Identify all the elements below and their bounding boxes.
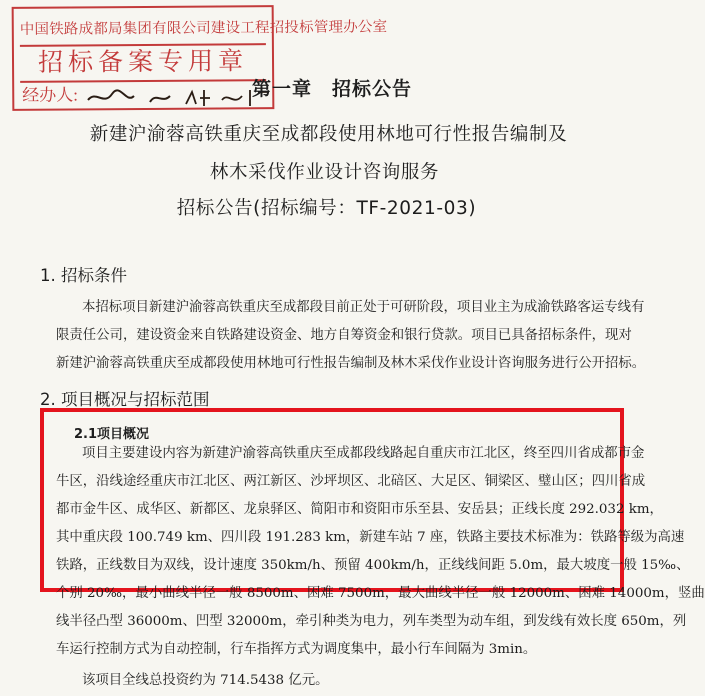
paragraph-line: 项目主要建设内容为新建沪渝蓉高铁重庆至成都段线路起自重庆市江北区，终至四川省成都市金 [82, 446, 645, 461]
investment-total-line: 该项目全线总投资约为 714.5438 亿元。 [82, 673, 329, 688]
section-heading-2: 2. 项目概况与招标范围 [40, 390, 210, 409]
chapter-title: 第一章 招标公告 [252, 78, 413, 100]
subsection-heading: 2.1项目概况 [74, 427, 150, 442]
paragraph-line: 新建沪渝蓉高铁重庆至成都段使用林地可行性报告编制及林木采伐作业设计咨询服务进行公开招标。 [56, 356, 646, 371]
handwritten-signature [82, 86, 272, 110]
notice-title-line2: 林木采伐作业设计咨询服务 [209, 162, 440, 183]
section2-paragraph [56, 440, 705, 664]
paragraph-line: 牛区，沿线途经重庆市江北区、两江新区、沙坪坝区、北碚区、大足区、铜梁区、璧山区；四川省成 [56, 474, 646, 489]
paragraph-line: 线半径凸型 36000m、凹型 32000m，牵引种类为电力，列车类型为动车组，到发线有效长度 650m，列 [56, 614, 687, 629]
paragraph-line: 铁路，正线数目为双线，设计速度 350km/h、预留 400km/h，正线线间距 5.0m，最大坡度一般 15‰、 [56, 558, 690, 573]
stamp-organization: 中国铁路成都局集团有限公司建设工程招投标管理办公室 [20, 13, 266, 47]
paragraph-line: 本招标项目新建沪渝蓉高铁重庆至成都段目前正处于可研阶段，项目业主为成渝铁路客运专线有 [82, 300, 645, 315]
section1-paragraph [56, 294, 646, 378]
stamp-handler-label: 经办人: [22, 85, 79, 105]
notice-title-line1: 新建沪渝蓉高铁重庆至成都段使用林地可行性报告编制及 [89, 124, 568, 145]
section-heading-1: 1. 招标条件 [40, 266, 127, 285]
paragraph-line: 限责任公司，建设资金来自铁路建设资金、地方自筹资金和银行贷款。项目已具备招标条件，现对 [56, 328, 632, 343]
paragraph-line: 车运行控制方式为自动控制，行车指挥方式为调度集中，最小行车间隔为 3min。 [56, 642, 537, 657]
paragraph-line: 个别 20‰，最小曲线半径一般 8500m、困难 7500m，最大曲线半径一般 12000m、困难 14000m，竖曲 [56, 586, 705, 601]
paragraph-line: 其中重庆段 100.749 km、四川段 191.283 km，新建车站 7 座，铁路主要技术标准为：铁路等级为高速 [56, 530, 685, 545]
paragraph-line: 都市金牛区、成华区、新都区、龙泉驿区、简阳市和资阳市乐至县、安岳县；正线长度 292.032 km， [56, 502, 663, 517]
notice-title-line3: 招标公告(招标编号：TF-2021-03) [176, 198, 477, 219]
stamp-seal-text: 招标备案专用章 [20, 45, 266, 83]
